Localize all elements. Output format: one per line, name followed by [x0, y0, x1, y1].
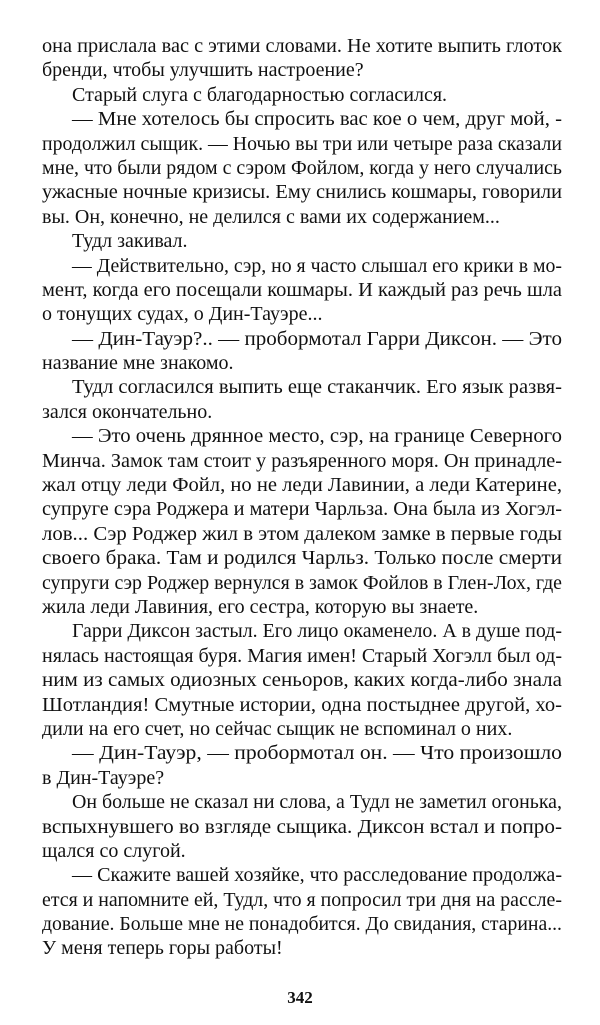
text-line	[42, 449, 562, 473]
text-line	[42, 644, 562, 668]
text-line	[42, 571, 562, 595]
text-line	[42, 766, 562, 790]
text-line-content: ется и напомните ей, Тудл, что я попросил три дня на рассле-	[42, 888, 562, 911]
text-line	[42, 351, 562, 375]
text-line	[42, 863, 562, 887]
text-line	[42, 473, 562, 497]
text-line-content: зался окончательно.	[42, 400, 213, 423]
text-line-content: жила леди Лавиния, его сестра, которую вы знаете.	[42, 595, 479, 618]
text-line-content: нялась настоящая буря. Магия имен! Старый Хогэлл был од-	[42, 644, 562, 667]
text-line-content: — Скажите вашей хозяйке, что расследование продолжа-	[72, 864, 562, 887]
text-line	[42, 888, 562, 912]
text-line-content: супруги сэр Роджер вернулся в замок Фойлов в Глен-Лох, где	[42, 571, 562, 594]
text-line-content: — Дин-Тауэр?.. — пробормотал Гарри Диксон. — Это	[72, 327, 562, 350]
text-line	[42, 254, 562, 278]
text-line	[42, 180, 562, 204]
text-line-content: супруге сэра Роджера и матери Чарльза. Она была из Хогэл-	[42, 498, 562, 521]
text-line-content: — Действительно, сэр, но я часто слышал его крики в мо-	[72, 254, 562, 277]
text-line	[42, 400, 562, 424]
text-line	[42, 34, 562, 58]
text-line	[42, 229, 562, 253]
text-line-content: — Это очень дрянное место, сэр, на границе Северного	[72, 425, 562, 448]
paragraph	[42, 790, 562, 863]
text-line	[42, 302, 562, 326]
text-line-content: бренди, чтобы улучшить настроение?	[42, 59, 364, 82]
text-line	[42, 278, 562, 302]
text-line-content: жал отцу леди Фойл, но не леди Лавинии, а леди Катерине,	[42, 474, 562, 497]
text-line-content: название мне знакомо.	[42, 352, 234, 375]
paragraph	[42, 424, 562, 619]
paragraph	[42, 619, 562, 741]
text-line	[42, 327, 562, 351]
text-line-content: о тонущих судах, о Дин-Тауэре...	[42, 303, 323, 326]
text-line-content: ним из самых одиозных сеньоров, каких когда-либо знала	[42, 669, 562, 692]
text-line-content: мент, когда его посещали кошмары. И каждый раз речь шла	[42, 278, 562, 301]
text-line	[42, 790, 562, 814]
text-line	[42, 595, 562, 619]
text-line	[42, 58, 562, 82]
paragraph	[42, 229, 562, 253]
text-line-content: продолжил сыщик. — Ночью вы три или четыре раза сказали	[42, 132, 562, 155]
paragraph	[42, 327, 562, 376]
text-line-content: она прислала вас с этими словами. Не хотите выпить глоток	[42, 35, 562, 57]
text-line-content: Он больше не сказал ни слова, а Тудл не заметил огонька,	[72, 791, 562, 814]
book-page-text	[42, 34, 562, 961]
text-line-content: щался со слугой.	[42, 839, 186, 862]
text-line	[42, 668, 562, 692]
paragraph	[42, 863, 562, 961]
page-number: 342	[287, 988, 313, 1007]
text-line-content: У меня теперь горы работы!	[42, 937, 283, 960]
paragraph	[42, 83, 562, 107]
text-line-content: Минча. Замок там стоит у разъяренного моря. Он принадле-	[42, 449, 562, 472]
text-line-content: Старый слуга с благодарностью согласился.	[72, 83, 448, 106]
text-line-content: Тудл согласился выпить еще стаканчик. Его язык развя-	[72, 376, 562, 399]
text-line-content: — Дин-Тауэр, — пробормотал он. — Что произошло	[72, 742, 562, 765]
text-line-content: Тудл закивал.	[72, 230, 188, 253]
text-line	[42, 497, 562, 521]
text-line	[42, 693, 562, 717]
text-line	[42, 522, 562, 546]
paragraph	[42, 254, 562, 327]
text-line	[42, 156, 562, 180]
text-line	[42, 815, 562, 839]
text-line	[42, 424, 562, 448]
paragraph	[42, 34, 562, 83]
text-line-content: в Дин-Тауэре?	[42, 766, 165, 789]
text-line	[42, 83, 562, 107]
text-line-content: дили на его счет, но сейчас сыщик не вспоминал о них.	[42, 717, 513, 740]
text-line	[42, 132, 562, 156]
text-line-content: своего брака. Там и родился Чарльз. Только после смерти	[42, 547, 562, 570]
text-line	[42, 717, 562, 741]
text-line	[42, 936, 562, 960]
text-line	[42, 375, 562, 399]
text-line	[42, 546, 562, 570]
text-line-content: ужасные ночные кризисы. Ему снились кошмары, говорили	[42, 181, 562, 204]
text-line	[42, 912, 562, 936]
text-line	[42, 839, 562, 863]
text-line	[42, 107, 562, 131]
text-line-content: дование. Больше мне не понадобится. До свидания, старина...	[42, 913, 562, 936]
text-line	[42, 619, 562, 643]
text-line-content: Шотландия! Смутные истории, одна постыднее другой, хо-	[42, 693, 562, 716]
text-line-content: лов... Сэр Роджер жил в этом далеком замке в первые годы	[42, 522, 562, 545]
paragraph	[42, 107, 562, 229]
text-line	[42, 741, 562, 765]
text-line-content: — Мне хотелось бы спросить вас кое о чем, друг мой, -	[72, 108, 562, 131]
text-line	[42, 205, 562, 229]
text-line-content: Гарри Диксон застыл. Его лицо окаменело. А в душе под-	[72, 620, 562, 643]
paragraph	[42, 741, 562, 790]
text-line-content: вы. Он, конечно, не делился с вами их содержанием...	[42, 205, 500, 228]
paragraph	[42, 375, 562, 424]
text-line-content: вспыхнувшего во взгляде сыщика. Диксон встал и попро-	[42, 815, 562, 838]
text-line-content: мне, что были рядом с сэром Фойлом, когда у него случались	[42, 156, 562, 179]
